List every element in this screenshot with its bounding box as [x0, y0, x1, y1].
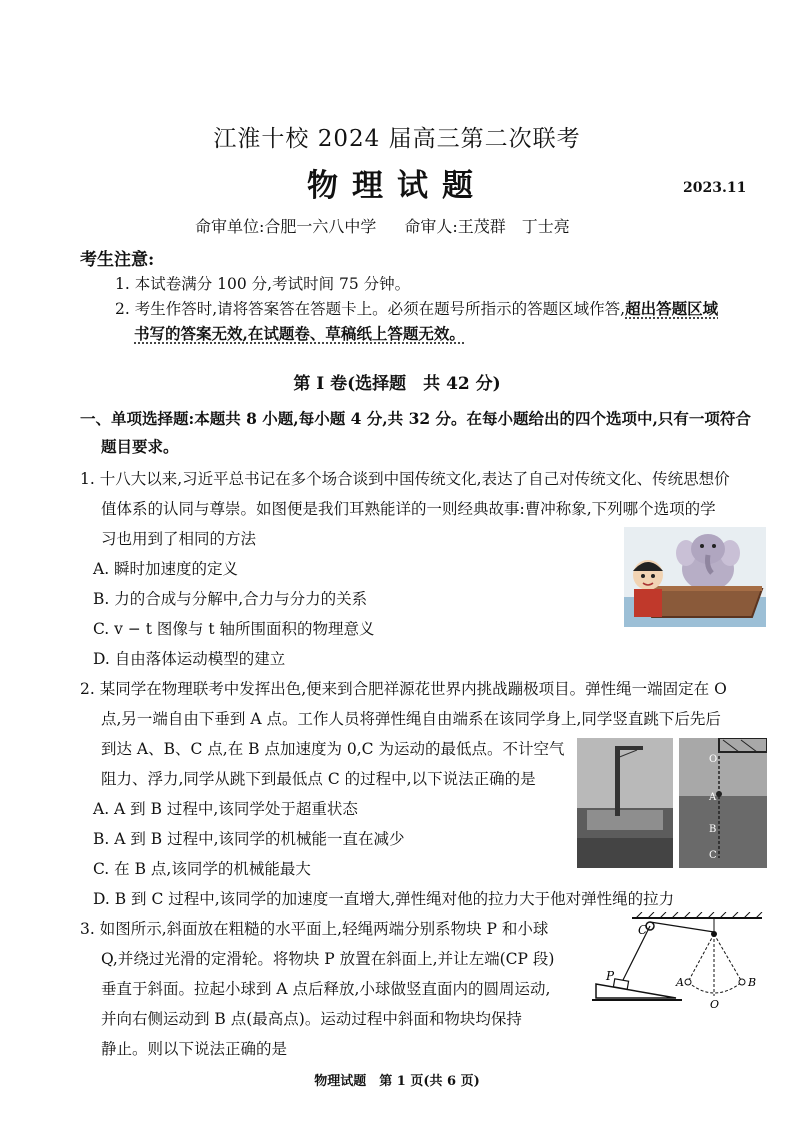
- notice-heading: 考生注意:: [80, 250, 155, 270]
- q1-stem-line-3: 习也用到了相同的方法: [101, 530, 257, 548]
- q1-option-a: A. 瞬时加速度的定义: [93, 560, 239, 578]
- setting-unit: 命审单位:合肥一六八中学: [195, 217, 377, 236]
- photo-label-o: O: [709, 754, 718, 765]
- cao-chong-elephant-illustration: [624, 527, 766, 627]
- authors-line: [195, 214, 598, 237]
- section-title: 第 I 卷(选择题 共 42 分): [293, 374, 501, 394]
- notice-item-2-a: 2. 考生作答时,请将答案答在答题卡上。必须在题号所指示的答题区域作答,: [115, 300, 626, 318]
- diagram-label-a: A: [676, 976, 684, 989]
- bungee-tower-photo: [577, 738, 673, 868]
- q1-option-d: D. 自由落体运动模型的建立: [93, 650, 286, 668]
- photo-label-a: A: [709, 792, 717, 803]
- q2-stem-line-2: 点,另一端自由下垂到 A 点。工作人员将弹性绳自由端系在该同学身上,同学竖直跳下后先后: [101, 710, 721, 728]
- q2-stem-line-1: 2. 某同学在物理联考中发挥出色,便来到合肥祥源花世界内挑战蹦极项目。弹性绳一端固定在 O: [80, 680, 727, 698]
- diagram-label-b: B: [748, 976, 757, 989]
- q1-stem-line-1: 1. 十八大以来,习近平总书记在多个场合谈到中国传统文化,表达了自己对传统文化、传统思想价: [80, 470, 730, 488]
- q3-stem-line-5: 静止。则以下说法正确的是: [101, 1040, 288, 1058]
- exam-date: 2023.11: [683, 180, 747, 196]
- q1-option-c: C. v − t 图像与 t 轴所围面积的物理意义: [93, 620, 375, 638]
- q2-stem-line-4: 阻力、浮力,同学从跳下到最低点 C 的过程中,以下说法正确的是: [101, 770, 536, 788]
- q3-stem-line-2: Q,并绕过光滑的定滑轮。将物块 P 放置在斜面上,并让左端(CP 段): [101, 950, 555, 968]
- q3-stem-line-1: 3. 如图所示,斜面放在粗糙的水平面上,轻绳两端分别系物块 P 和小球: [80, 920, 549, 938]
- notice-item-2: [115, 297, 718, 319]
- subject-title: 物理试题: [307, 168, 487, 204]
- q3-stem-line-4: 并向右侧运动到 B 点(最高点)。运动过程中斜面和物块均保持: [101, 1010, 522, 1028]
- q2-option-c: C. 在 B 点,该同学的机械能最大: [93, 860, 311, 878]
- photo-label-b: B: [709, 824, 717, 835]
- q2-option-d: D. B 到 C 过程中,该同学的加速度一直增大,弹性绳对他的拉力大于他对弹性绳的拉力: [93, 890, 675, 908]
- diagram-label-p: P: [606, 969, 615, 983]
- q2-option-a: A. A 到 B 过程中,该同学处于超重状态: [93, 800, 358, 818]
- q2-option-b: B. A 到 B 过程中,该同学的机械能一直在减少: [93, 830, 405, 848]
- q1-stem-line-2: 值体系的认同与尊崇。如图便是我们耳熟能详的一则经典故事:曹冲称象,下列哪个选项的学: [101, 500, 716, 518]
- section-intro-line-1: 一、单项选择题:本题共 8 小题,每小题 4 分,共 32 分。在每小题给出的四个选项中,只有一项符合: [80, 409, 751, 428]
- section-intro-line-2: 题目要求。: [101, 437, 179, 456]
- q2-stem-line-3: 到达 A、B、C 点,在 B 点加速度为 0,C 为运动的最低点。不计空气: [101, 740, 565, 758]
- reviewers: 命审人:王茂群 丁士亮: [404, 217, 570, 236]
- diagram-label-o: O: [710, 998, 720, 1011]
- bungee-jump-diagram-photo: [679, 738, 767, 868]
- q1-option-b: B. 力的合成与分解中,合力与分力的关系: [93, 590, 368, 608]
- notice-item-2-c: 书写的答案无效,在试题卷、草稿纸上答题无效。: [134, 324, 465, 343]
- notice-item-2-b: 超出答题区域: [625, 299, 719, 318]
- photo-label-c: C: [709, 850, 717, 861]
- notice-item-1: 1. 本试卷满分 100 分,考试时间 75 分钟。: [115, 275, 411, 293]
- diagram-label-c: C: [638, 923, 648, 937]
- q3-stem-line-3: 垂直于斜面。拉起小球到 A 点后释放,小球做竖直面内的圆周运动,: [101, 980, 551, 998]
- exam-series-title: 江淮十校 2024 届高三第二次联考: [213, 126, 581, 152]
- page-footer: 物理试题 第 1 页(共 6 页): [314, 1074, 480, 1089]
- pulley-incline-diagram: [592, 912, 770, 1012]
